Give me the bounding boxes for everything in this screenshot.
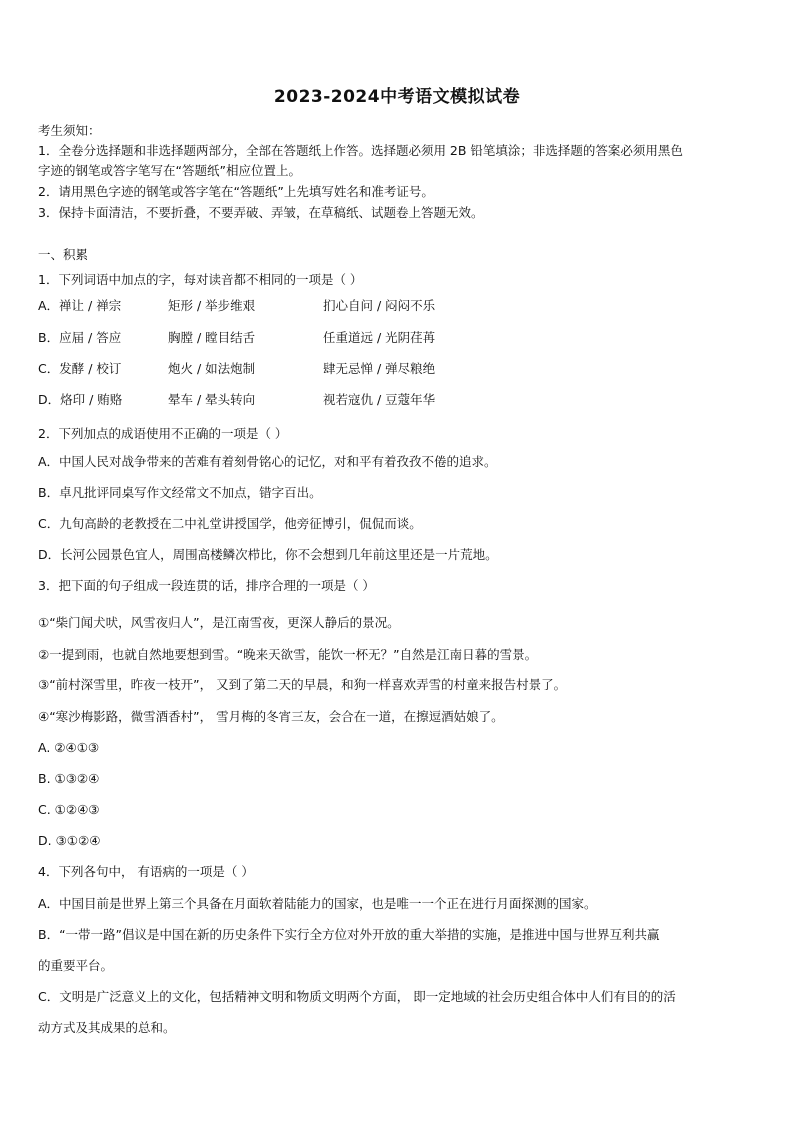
option-part: A．禅让 / 禅宗: [38, 298, 122, 313]
option-part: 任重道远 / 光阴荏苒: [323, 330, 436, 345]
option-part: C．发酵 / 校订: [38, 361, 122, 376]
option-part: 肆无忌惮 / 弹尽粮绝: [323, 361, 436, 376]
q4-line: B．“一带一路”倡议是中国在新的历史条件下实行全方位对外开放的重大举措的实施，是推进中国与世界互利共赢: [38, 927, 660, 942]
section-heading: 一、积累: [38, 247, 89, 262]
q4-line: C．文明是广泛意义上的文化，包括精神文明和物质文明两个方面， 即一定地域的社会历史组合体中人们有目的的活: [38, 989, 676, 1004]
q4-line: 的重要平台。: [38, 958, 114, 973]
option-part: 胸膛 / 瞠目结舌: [168, 330, 256, 345]
q3-option-a: A. ②④①③: [38, 740, 100, 755]
q1-stem: 1．下列词语中加点的字，每对读音都不相同的一项是（ ）: [38, 272, 363, 287]
q3-option-c: C. ①②④③: [38, 802, 100, 817]
q4-line: A．中国目前是世界上第三个具备在月面软着陆能力的国家，也是唯一一个正在进行月面探测的国家。: [38, 896, 597, 911]
option-part: 扪心自问 / 闷闷不乐: [323, 298, 436, 313]
q2-option-c: C．九旬高龄的老教授在二中礼堂讲授国学，他旁征博引，侃侃而谈。: [38, 516, 422, 531]
option-part: B．应届 / 答应: [38, 330, 122, 345]
q3-option-d: D. ③①②④: [38, 833, 101, 848]
q2-option-b: B．卓凡批评同桌写作文经常文不加点，错字百出。: [38, 485, 322, 500]
q4-line: 动方式及其成果的总和。: [38, 1020, 176, 1035]
q3-sentence: ③“前村深雪里，昨夜一枝开”， 又到了第二天的早晨，和狗一样喜欢弄雪的村童来报告村景了。: [38, 677, 567, 692]
notice-line: 1．全卷分选择题和非选择题两部分，全部在答题纸上作答。选择题必须用 2B 铅笔填涂；非选择题的答案必须用黑色: [38, 143, 683, 158]
notice-line: 2．请用黑色字迹的钢笔或答字笔在“答题纸”上先填写姓名和准考证号。: [38, 184, 434, 199]
q3-sentence: ②一提到雨，也就自然地要想到雪。“晚来天欲雪，能饮一杯无？”自然是江南日暮的雪景。: [38, 647, 538, 662]
notice-line: 字迹的钢笔或答字笔写在“答题纸”相应位置上。: [38, 163, 301, 178]
q2-stem: 2．下列加点的成语使用不正确的一项是（ ）: [38, 426, 288, 441]
option-part: 炮火 / 如法炮制: [168, 361, 256, 376]
option-part: D．烙印 / 贿赂: [38, 392, 123, 407]
page-title: 2023-2024中考语文模拟试卷: [273, 87, 521, 107]
option-part: 视若寇仇 / 豆蔻年华: [323, 392, 436, 407]
q3-option-b: B. ①③②④: [38, 771, 100, 786]
q3-stem: 3．把下面的句子组成一段连贯的话，排序合理的一项是（ ）: [38, 578, 375, 593]
q2-option-d: D．长河公园景色宜人，周围高楼鳞次栉比，你不会想到几年前这里还是一片荒地。: [38, 547, 498, 562]
option-part: 晕车 / 晕头转向: [168, 392, 256, 407]
notice-line: 3．保持卡面清洁，不要折叠，不要弄破、弄皱，在草稿纸、试题卷上答题无效。: [38, 205, 484, 220]
q3-sentence: ①“柴门闻犬吠，风雪夜归人”，是江南雪夜，更深人静后的景况。: [38, 615, 400, 630]
q4-stem: 4．下列各句中， 有语病的一项是（ ）: [38, 864, 254, 879]
notice-heading: 考生须知：: [38, 123, 101, 138]
q3-sentence: ④“寒沙梅影路，微雪酒香村”， 雪月梅的冬宵三友，会合在一道，在擦逗酒姑娘了。: [38, 709, 504, 724]
option-part: 矩形 / 举步维艰: [168, 298, 256, 313]
q2-option-a: A．中国人民对战争带来的苦难有着刻骨铭心的记忆，对和平有着孜孜不倦的追求。: [38, 454, 497, 469]
